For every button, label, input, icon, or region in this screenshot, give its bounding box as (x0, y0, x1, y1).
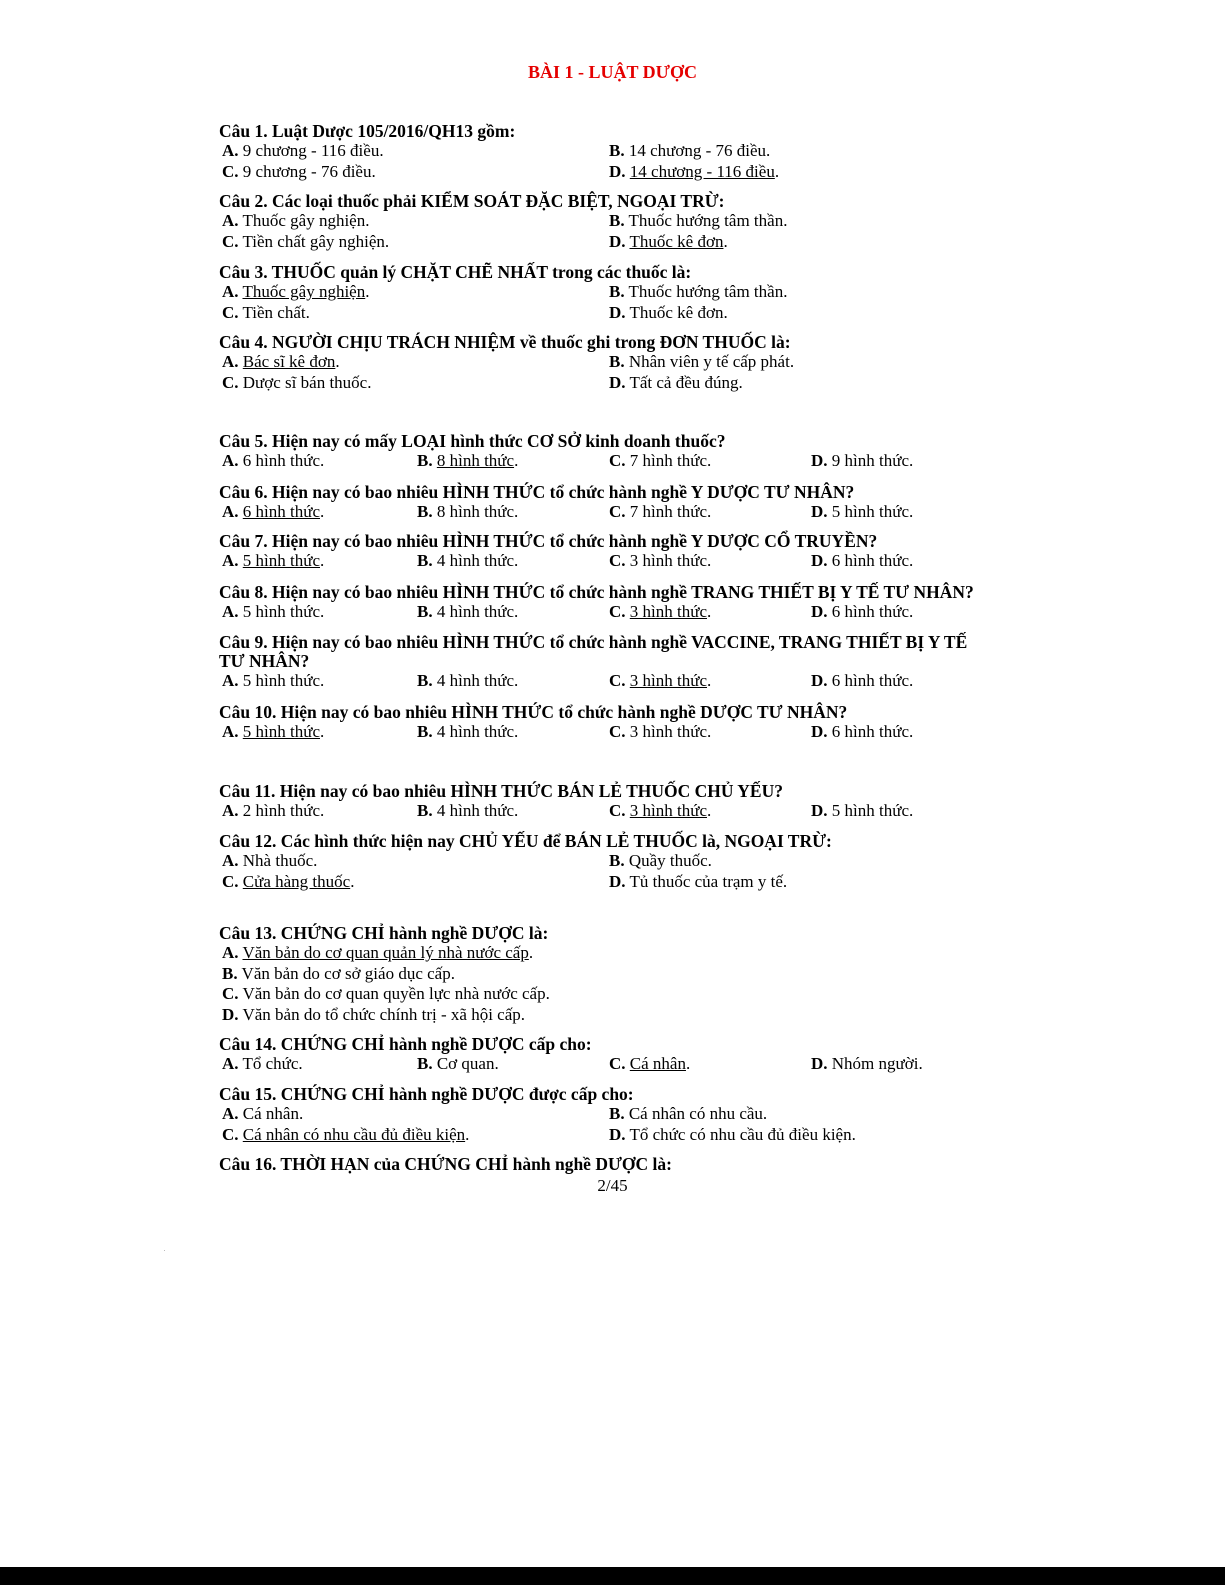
option-c[interactable]: C. Cửa hàng thuốc. (222, 871, 355, 891)
question-text: Câu 16. THỜI HẠN của CHỨNG CHỈ hành nghề DƯỢC là: (219, 1154, 672, 1174)
correct-answer: 5 hình thức (242, 551, 320, 570)
option-c[interactable]: C. 9 chương - 76 điều. (222, 161, 376, 181)
question-1 (219, 122, 1009, 182)
question-13 (219, 924, 1009, 1025)
option-a[interactable]: A. 2 hình thức. (222, 801, 325, 820)
option-row (219, 211, 1009, 232)
question-text: Câu 13. CHỨNG CHỈ hành nghề DƯỢC là: (219, 923, 549, 943)
option-a[interactable]: A. Bác sĩ kê đơn. (222, 352, 340, 371)
option-d[interactable]: D. 14 chương - 116 điều. (609, 161, 780, 181)
question-text: Câu 11. Hiện nay có bao nhiêu HÌNH THỨC BÁN LẺ THUỐC CHỦ YẾU? (219, 781, 783, 801)
option-b[interactable]: B. Thuốc hướng tâm thần. (609, 282, 788, 301)
option-c[interactable]: C. 3 hình thức. (609, 602, 712, 621)
option-row (219, 551, 1009, 572)
question-15 (219, 1085, 1009, 1145)
question-text: Câu 9. Hiện nay có bao nhiêu HÌNH THỨC tổ chức hành nghề VACCINE, TRANG THIẾT BỊ Y TẾ TƯ NHÂN? (219, 632, 968, 671)
option-d[interactable]: D. Tổ chức có nhu cầu đủ điều kiện. (609, 1124, 856, 1144)
option-b[interactable]: B. Quầy thuốc. (609, 851, 712, 870)
option-d[interactable]: D. 9 hình thức. (811, 451, 914, 470)
correct-answer: Thuốc gây nghiện (242, 282, 366, 301)
option-b[interactable]: B. Văn bản do cơ sở giáo dục cấp. (222, 963, 455, 983)
question-9 (219, 633, 994, 692)
question-text: Câu 4. NGƯỜI CHỊU TRÁCH NHIỆM về thuốc ghi trong ĐƠN THUỐC là: (219, 332, 791, 352)
option-row (219, 722, 1009, 743)
option-b[interactable]: B. 4 hình thức. (417, 602, 519, 621)
option-row (219, 1054, 1009, 1075)
option-a[interactable]: A. Tổ chức. (222, 1054, 303, 1073)
question-text: Câu 10. Hiện nay có bao nhiêu HÌNH THỨC tổ chức hành nghề DƯỢC TƯ NHÂN? (219, 702, 848, 722)
option-d[interactable]: D. 6 hình thức. (811, 602, 914, 621)
option-b[interactable]: B. 4 hình thức. (417, 722, 519, 741)
option-a[interactable]: A. 6 hình thức. (222, 451, 325, 470)
option-row (219, 984, 1009, 1005)
question-4 (219, 333, 1009, 393)
option-row (219, 602, 1009, 623)
option-b[interactable]: B. 8 hình thức. (417, 502, 519, 521)
option-row (219, 352, 1009, 373)
option-row (219, 232, 1009, 253)
option-c[interactable]: C. 7 hình thức. (609, 451, 712, 470)
option-d[interactable]: D. Thuốc kê đơn. (609, 302, 728, 322)
question-text: Câu 8. Hiện nay có bao nhiêu HÌNH THỨC tổ chức hành nghề TRANG THIẾT BỊ Y TẾ TƯ NHÂN? (219, 582, 974, 602)
option-row (219, 162, 1009, 183)
page-number: 2/45 (597, 1176, 628, 1195)
correct-answer: Cửa hàng thuốc (242, 871, 351, 891)
bottom-bar (0, 1567, 1225, 1585)
question-2 (219, 192, 1009, 252)
correct-answer: 14 chương - 116 điều (629, 161, 775, 181)
option-a[interactable]: A. Cá nhân. (222, 1104, 304, 1123)
option-d[interactable]: D. 6 hình thức. (811, 671, 914, 690)
correct-answer: 3 hình thức (629, 671, 707, 690)
question-11 (219, 782, 1009, 822)
document-title: BÀI 1 - LUẬT DƯỢC (527, 62, 697, 82)
option-c[interactable]: C. 3 hình thức. (609, 551, 712, 570)
option-row (219, 502, 1009, 523)
question-text: Câu 15. CHỨNG CHỈ hành nghề DƯỢC được cấp cho: (219, 1084, 634, 1104)
question-text: Câu 6. Hiện nay có bao nhiêu HÌNH THỨC tổ chức hành nghề Y DƯỢC TƯ NHÂN? (219, 482, 855, 502)
option-b[interactable]: B. 4 hình thức. (417, 551, 519, 570)
question-text: Câu 12. Các hình thức hiện nay CHỦ YẾU để BÁN LẺ THUỐC là, NGOẠI TRỪ: (219, 831, 832, 851)
option-b[interactable]: B. 8 hình thức. (417, 451, 519, 470)
option-b[interactable]: B. Cá nhân có nhu cầu. (609, 1104, 768, 1123)
option-d[interactable]: D. 6 hình thức. (811, 551, 914, 570)
option-row (219, 451, 1009, 472)
option-a[interactable]: A. 6 hình thức. (222, 502, 325, 521)
option-b[interactable]: B. 4 hình thức. (417, 671, 519, 690)
option-d[interactable]: D. Tủ thuốc của trạm y tế. (609, 871, 788, 891)
option-a[interactable]: A. 5 hình thức. (222, 551, 325, 570)
question-text: Câu 7. Hiện nay có bao nhiêu HÌNH THỨC tổ chức hành nghề Y DƯỢC CỔ TRUYỀN? (219, 531, 878, 551)
option-row (219, 872, 1009, 893)
option-d[interactable]: D. 6 hình thức. (811, 722, 914, 741)
option-b[interactable]: B. Nhân viên y tế cấp phát. (609, 352, 795, 371)
correct-answer: Thuốc kê đơn (629, 231, 724, 251)
scan-speck (164, 1250, 165, 1251)
option-c[interactable]: C. 3 hình thức. (609, 801, 712, 820)
question-7 (219, 532, 1009, 572)
option-b[interactable]: B. 4 hình thức. (417, 801, 519, 820)
correct-answer: 8 hình thức (436, 451, 515, 470)
option-row (219, 964, 1009, 985)
option-c[interactable]: C. Cá nhân. (609, 1054, 691, 1073)
option-row (219, 1104, 1009, 1125)
question-10 (219, 703, 1009, 743)
option-d[interactable]: D. Nhóm người. (811, 1054, 923, 1073)
option-a[interactable]: A. Thuốc gây nghiện. (222, 282, 370, 301)
correct-answer: Cá nhân có nhu cầu đủ điều kiện (242, 1124, 466, 1144)
option-b[interactable]: B. Thuốc hướng tâm thần. (609, 211, 788, 230)
option-c[interactable]: C. Tiền chất. (222, 302, 310, 322)
option-a[interactable]: A. 5 hình thức. (222, 722, 325, 741)
option-d[interactable]: D. 5 hình thức. (811, 502, 914, 521)
question-text: Câu 5. Hiện nay có mấy LOẠI hình thức CƠ SỞ kinh doanh thuốc? (219, 431, 726, 451)
option-row (219, 1005, 1009, 1026)
question-text: Câu 3. THUỐC quản lý CHẶT CHẼ NHẤT trong các thuốc là: (219, 262, 692, 282)
option-a[interactable]: A. Văn bản do cơ quan quản lý nhà nước cấp. (222, 943, 534, 962)
correct-answer: Văn bản do cơ quan quản lý nhà nước cấp (242, 943, 529, 962)
option-c[interactable]: C. 3 hình thức. (609, 722, 712, 741)
option-row (219, 801, 1009, 822)
question-6 (219, 483, 1009, 523)
option-c[interactable]: C. 3 hình thức. (609, 671, 712, 690)
option-c[interactable]: C. Tiền chất gây nghiện. (222, 231, 390, 251)
option-a[interactable]: A. Thuốc gây nghiện. (222, 211, 370, 230)
option-c[interactable]: C. Dược sĩ bán thuốc. (222, 372, 372, 392)
option-row (219, 282, 1009, 303)
question-text: Câu 2. Các loại thuốc phải KIỂM SOÁT ĐẶC BIỆT, NGOẠI TRỪ: (219, 191, 725, 211)
question-text: Câu 14. CHỨNG CHỈ hành nghề DƯỢC cấp cho: (219, 1034, 592, 1054)
option-d[interactable]: D. Văn bản do tổ chức chính trị - xã hội cấp. (222, 1004, 526, 1024)
option-row (219, 303, 1009, 324)
option-b[interactable]: B. Cơ quan. (417, 1054, 499, 1073)
question-text: Câu 1. Luật Dược 105/2016/QH13 gồm: (219, 121, 516, 141)
option-row (219, 943, 1009, 964)
correct-answer: 3 hình thức (629, 801, 707, 820)
option-row (219, 1125, 1009, 1146)
correct-answer: Bác sĩ kê đơn (242, 352, 336, 371)
correct-answer: 6 hình thức (242, 502, 320, 521)
option-row (219, 671, 994, 692)
option-d[interactable]: D. 5 hình thức. (811, 801, 914, 820)
question-14 (219, 1035, 1009, 1075)
correct-answer: 3 hình thức (629, 602, 707, 621)
option-d[interactable]: D. Thuốc kê đơn. (609, 231, 728, 251)
option-a[interactable]: A. 5 hình thức. (222, 602, 325, 621)
question-12 (219, 832, 1009, 892)
question-16 (219, 1155, 1009, 1174)
option-row (219, 373, 1009, 394)
option-c[interactable]: C. 7 hình thức. (609, 502, 712, 521)
correct-answer: 5 hình thức (242, 722, 320, 741)
option-d[interactable]: D. Tất cả đều đúng. (609, 372, 743, 392)
option-b[interactable]: B. 14 chương - 76 điều. (609, 141, 771, 160)
option-row (219, 851, 1009, 872)
question-5 (219, 432, 1009, 472)
option-a[interactable]: A. Nhà thuốc. (222, 851, 318, 870)
option-a[interactable]: A. 5 hình thức. (222, 671, 325, 690)
option-a[interactable]: A. 9 chương - 116 điều. (222, 141, 384, 160)
correct-answer: Cá nhân (629, 1054, 686, 1073)
question-3 (219, 263, 1009, 323)
question-8 (219, 583, 1009, 623)
option-c[interactable]: C. Cá nhân có nhu cầu đủ điều kiện. (222, 1124, 470, 1144)
option-row (219, 141, 1009, 162)
option-c[interactable]: C. Văn bản do cơ quan quyền lực nhà nước cấp. (222, 984, 550, 1003)
